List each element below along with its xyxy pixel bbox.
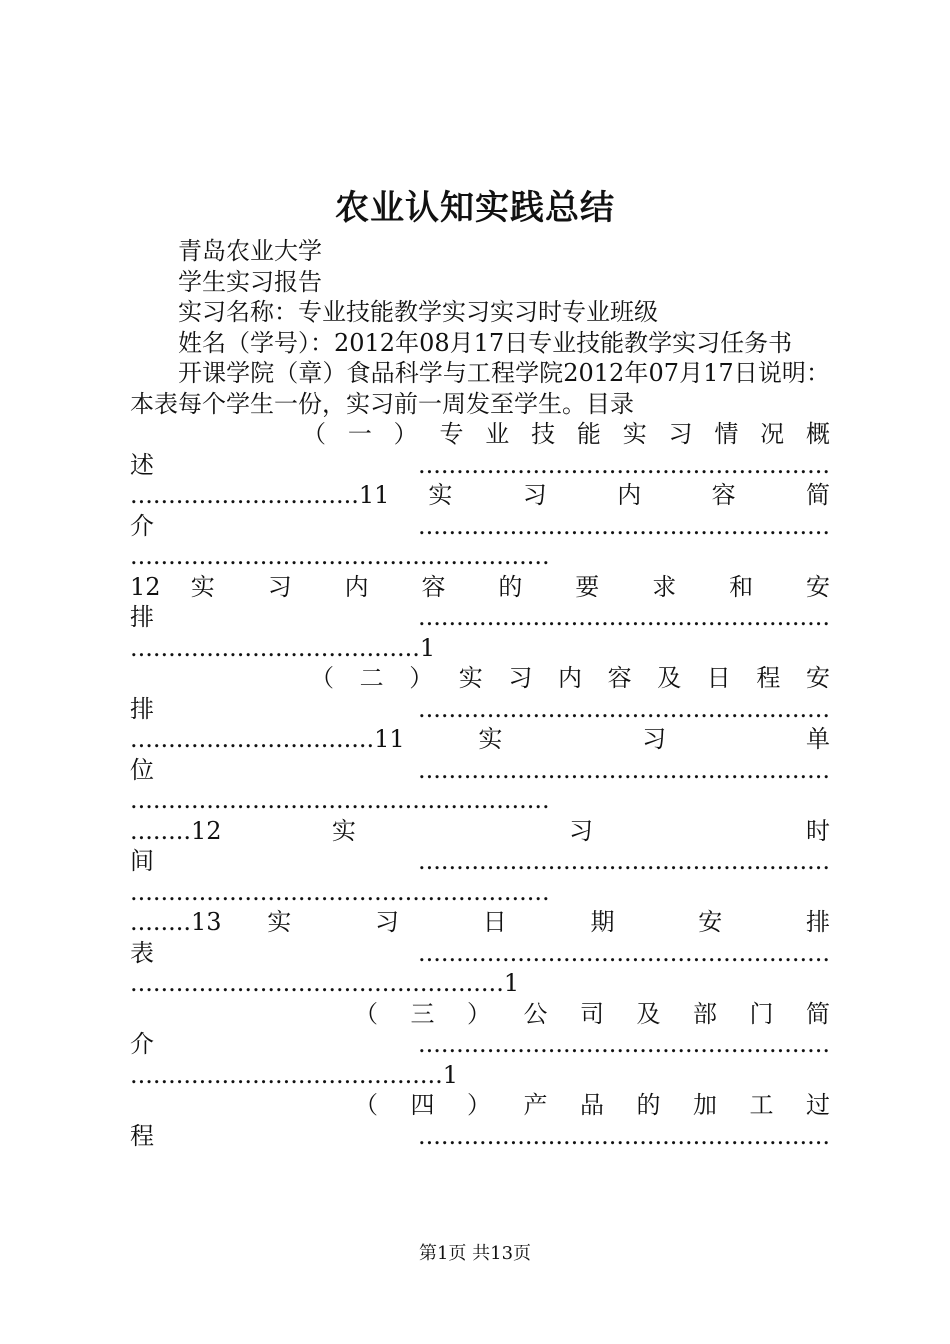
- toc-line: （ 三 ） 公 司 及 部 门 简: [354, 999, 830, 1028]
- toc-line: .........................................1: [130, 1060, 459, 1089]
- paragraph-university: 青岛农业大学: [178, 237, 322, 265]
- toc-line: （ 二 ） 实 习 内 容 及 日 程 安: [310, 664, 830, 692]
- paragraph-report-type: 学生实习报告: [178, 267, 322, 296]
- toc-line: 介......................................................: [130, 511, 830, 540]
- toc-line: 排......................................................: [130, 694, 830, 723]
- toc-line: 12 实 习 内 容 的 要 求 和 安: [130, 572, 830, 601]
- toc-line: ................................11 实 习 单: [130, 725, 830, 753]
- paragraph-college: 开课学院（章）食品科学与工程学院2012年07月17日说明：本表每个学生一份，实习前一周发至学生。目录: [130, 359, 830, 418]
- document-title: 农业认知实践总结: [335, 188, 615, 228]
- toc-line: 程......................................................: [130, 1121, 830, 1150]
- toc-line: ......................................1: [130, 633, 436, 662]
- table-of-contents: [130, 419, 830, 1151]
- toc-line: .................................................1: [130, 969, 520, 997]
- document-body: [130, 236, 830, 1151]
- toc-line: 间......................................................: [130, 847, 830, 875]
- paragraph-student-name: 姓名（学号）：2012年08月17日专业技能教学实习任务书: [178, 328, 793, 357]
- toc-line: （ 一 ） 专 业 技 能 实 习 情 况 概: [302, 420, 830, 448]
- toc-line: ..............................11 实 习 内 容 简: [130, 481, 830, 509]
- toc-line: 述......................................................: [130, 450, 830, 479]
- toc-line: .......................................................: [130, 877, 550, 906]
- toc-line: 位......................................................: [130, 755, 830, 784]
- toc-line: 表......................................................: [130, 938, 830, 967]
- toc-line: （ 四 ） 产 品 的 加 工 过: [354, 1091, 830, 1119]
- toc-line: 介......................................................: [130, 1030, 830, 1058]
- page-footer: 第1页 共13页: [418, 1243, 532, 1264]
- toc-line: ........13 实 习 日 期 安 排: [130, 908, 830, 936]
- toc-line: 排......................................................: [130, 603, 830, 631]
- toc-line: ........12 实 习 时: [130, 816, 830, 845]
- toc-line: .......................................................: [130, 542, 550, 570]
- toc-line: .......................................................: [130, 786, 550, 814]
- paragraph-internship-name: 实习名称：专业技能教学实习实习时专业班级: [178, 298, 658, 326]
